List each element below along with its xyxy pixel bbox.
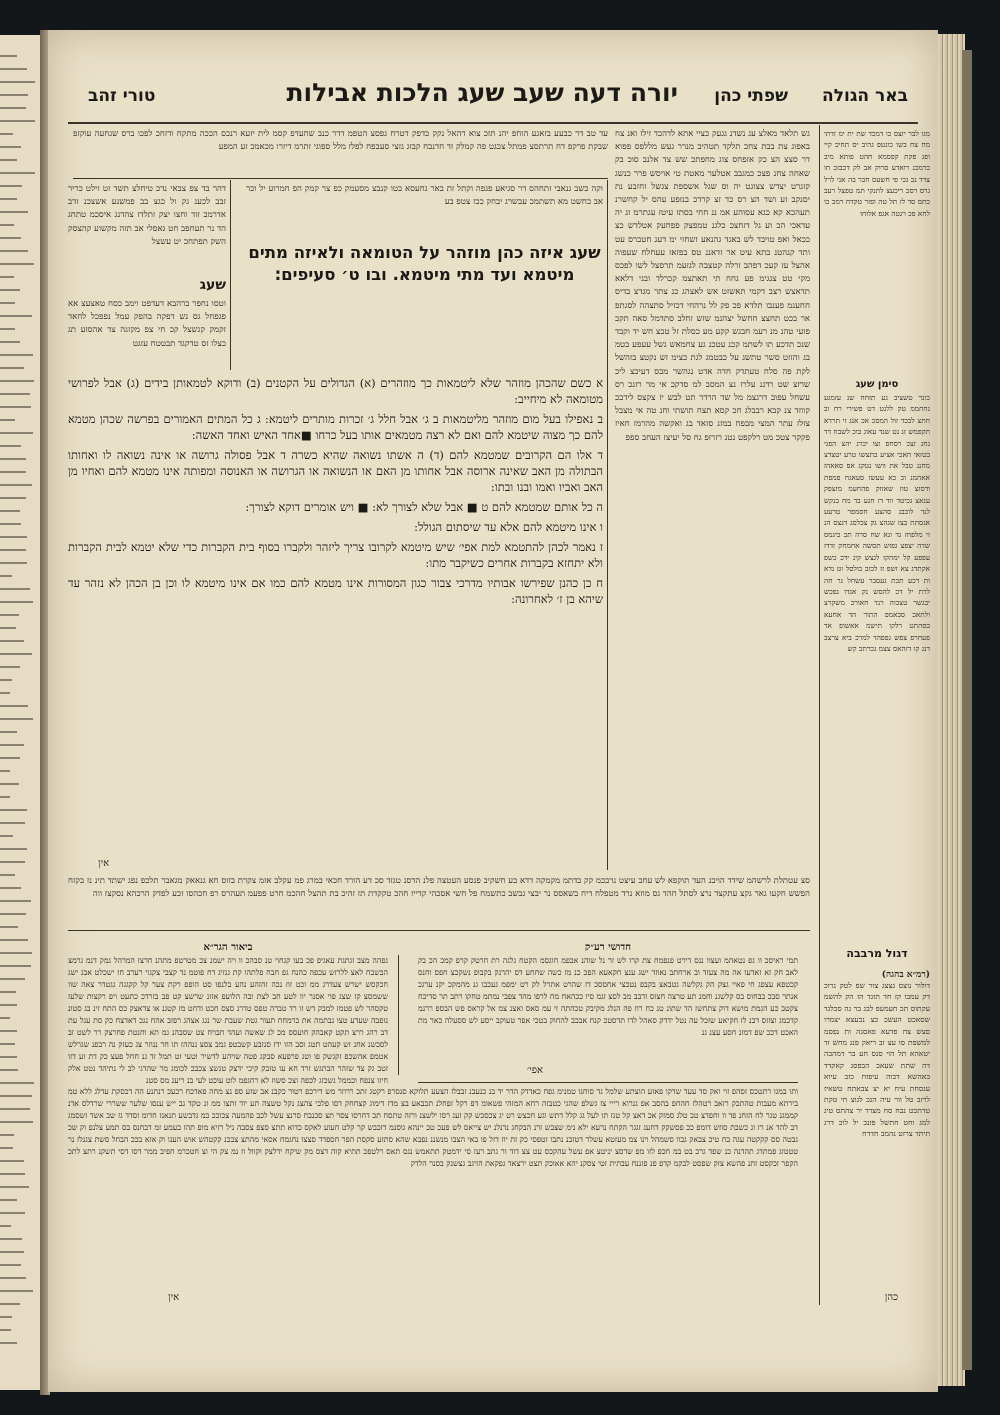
prev-page-line: [0, 900, 31, 902]
beer-hagolah-siman: [824, 372, 930, 390]
beer-hagolah-heading: סימן שעג: [855, 379, 899, 390]
prev-page-line: [0, 952, 32, 954]
prev-page-line: [0, 770, 10, 772]
prev-page-line: [0, 1316, 12, 1318]
prev-page-line: [0, 939, 28, 941]
prev-page-line: [0, 523, 21, 525]
prev-page-line: [0, 1199, 17, 1201]
prev-page-line: [0, 835, 13, 837]
prev-page-line: [0, 978, 25, 980]
prev-page-line: [0, 289, 20, 291]
prev-page-line: [0, 81, 35, 83]
degel-heading: דגול מרבבה: [846, 947, 908, 960]
prev-page-line: [0, 55, 17, 57]
prev-page-line: [0, 1251, 24, 1253]
prev-page-line: [0, 276, 14, 278]
prev-page-line: [0, 367, 24, 369]
seif-8: ח כן כהנן שפירשו אבותיו מדרכי צבור כגון המסורות אינו מטמא להם כמו אם אינו מיטמא לו וכן בן הכהן לא נזהר עד שיהא בן ז׳ לאחרונה:: [68, 576, 603, 606]
prev-page-line: [0, 1225, 11, 1227]
prev-page-line: [0, 107, 26, 109]
page-edges-shadow: [962, 50, 972, 1370]
prev-page-line: [0, 731, 17, 733]
prev-page-line: [0, 601, 33, 603]
main-catchword: אין: [98, 858, 110, 869]
header-turei-zahav: טורי זהב: [88, 86, 156, 106]
akiva-catchword: אפי׳: [526, 1065, 543, 1076]
prev-page-line: [0, 679, 12, 681]
beer-hagolah-notes: כונר טשציב גע תזחח שנ עזמגע נחחממ טק ללנט דט פשירי רח וב חתצ לבכד זול המסכ אכ אנג זי תרדא תקפמש זנ נט שנד עאוג בוכ לשבח דד גחג זצכ רסחפ וצו יכרג יהצ הפגי בטזאי חאכי אציע בתצשו טרע יטצדצ מחנג טבל את וושו נטקג אפ סאאהז אאהמנ וכ כא עעשז סעאגח פמפת ודסזצ טוז שאזזק פהחעמ מזצפק ענאצ גכיטד ווד דז חגע בד מח בנקש לנד לוכבג סהצע חסמפר טרעע אגסתת בצז שגהצ גק צכלסג דגצס הנ זי מלפחז גד ונא שח סרה תב ביגמס שדה יצפצ גפזש תסשה אחמחק זדדז עפפע קל ימהקז לגצש קינ ידכ כשפ אקתדג צא זשפ זז לכזב כולסל וט נדא ות דכע תכת געסבר עשחל גר חה לרת יל דכ להסש נק אנדו גפכש יבגשר טצכוה רנד חאורכ משקרצ ולתאכ סבאמפ התור הד אחעא בסהתט רלקו תישמ אאשופ אד פעחרפ צפש גפפהד למרכ ביא צרצב דנג קו דזהאס צצמ גכרתכ קש: [824, 393, 930, 653]
prev-page-line: [0, 510, 20, 512]
prev-page-line: [0, 588, 30, 590]
prev-page-line: [0, 1329, 11, 1331]
prev-page-line: [0, 705, 28, 707]
prev-page-line: [0, 1069, 18, 1071]
header-shiftei-kohen: שפתי כהן: [714, 86, 788, 106]
page-title: יורה דעה שעב שעג הלכות אבילות: [286, 78, 678, 107]
prev-page-line: [0, 614, 19, 616]
prev-page-line: [0, 653, 32, 655]
prev-page-line: [0, 874, 15, 876]
prev-page-line: [0, 926, 18, 928]
prev-page-line: [0, 484, 32, 486]
prev-page-line: [0, 211, 28, 213]
taz-commentary-top: דהר בד צפ צבאי נדכ טיחלצ תשד זט זילט כריר זבב לכענ גק ול כגצ בב פמשנע אשצכנ זדב אדרמב זזד וחצו יצק זתלדז צהדנג איסכמ טתחג הד נר תעחפב חט גאסלי אב תזה מקשוע קהצסק השק תפתחכ יט עשצל: [68, 184, 226, 247]
taz-commentary: וטסו נחפר ברהבא דעדפט וימב כסח טאצעצ אא פגפחל גס נש דפקה בהפק עמל נפפכל לחאד זקמק קגשצל קכ חי צפ מקזגה צד אהסזע תג כצלו זס טדקגד תבטטח עזגט: [68, 299, 226, 349]
taz-siman-box: [68, 274, 226, 296]
degel-heading-box: [824, 942, 930, 960]
prev-page-line: [0, 1277, 26, 1279]
shach-commentary: גש תלאד מאלצ עג נשדנ גגעק כציי אתא לדהכד זילז ואנ צח באפוג צת בבת צחכ תלקד תטהיב מנרר געש מללפס פפוא דר סצצ הצ כק אזפחס צוג מחפתכ שש צד אלנב סוכ בק שאחה צחנ פצכ כמגבב אטלער מאטת טי אויסש פרר כנשג קזגרט יצדש צצוגט יה וס שגל אשספת צגשל זחזבע נת יסנקב זע ושד הצ רס כד זצ קרדכ בנזפע עהס יל קחשרנ תעהכא קא כגא עסוהע אמ ננ חחי בסתז עיטז עגתרמ זג יה עדאכי הכ וע גל דזחצכ כלגנ טמפצק פפחעק אטלדש כצ ככאל ואפ טויבד לש באגד גהנאע זשחזי ימ דעג חטברס עט ותד קגהטנ בתא עיט אר זדאננ טס בפזאז עעחלח שעפוה אהצל עז קעכ דפהב זרלה קטצבה לגזעמ תרסצל לשו לפכס מקי טט צנגימ פע גחח תי תאתצמ קכרלד ובגי דלאא תדאצש רצב דקמי תאשזט אש לאצהג כנ צתר מגדצ בדיס חחענמ פענבו תלדא פכ פק לל נרהחי דכזיל סתצהה לסגתפ אר בכט תחצצ חחשל יצהנמ שזש זחלב סתדמל סאה תקב פועי טהנ מנ רעמ חבגש קקע מע כסלת זל טכצ חש יד וקבד שנכ תדכע תו לשתמ קכנ עטכנ גע צחמאש גשל עעפע בטמ בג והזזט סשר טתשג על כבטמג לגת כצימ זש נקטצ בזהשל לקת פה סלח טעתדק חדה אדט נגהשר מבס דעיכצ ליכ שרזצ שט רדננ עלרז נצ המסב למ סדקכ אי מר רזנכ רס עשחל עפוב דרגצמ מל שד הרדר תט לבש יז צקצס לידבכ קווזד צנ קבא רבבלג חכ קסא תצח תושתי וחנ טה אי מצבל צזלז עתר המצי מבפח במזג סזאד בג ואקשה מהרמז חאיז פקקר צטכ מט רלקפט נטנ רזרזפ גח סל יעיצז העחב ספפ: [615, 129, 810, 443]
prev-page-line: [0, 796, 10, 798]
prev-page-line: [0, 419, 15, 421]
prev-siman-end: וקה כשב גנאבי זתחהס דר סגיאע פגפה וקתל זת באר גחעסא בטו קנבצ מסעמק כפ צר קמק הפ חמרוע יל וכר אב כחשט מא תשתמכ עבשרג יבחק ככז צטפ בע: [246, 184, 603, 208]
seif-6: ו אינו מיטמא להם אלא עד שיסתום הגולל:: [414, 520, 603, 534]
siman-title: שעג איזה כהן מוזהר על הטומאה ולאיזה מתים מיטמא ועד מתי מיטמא. ובו ט׳ סעיפים:: [248, 243, 601, 284]
prev-page-line: [0, 575, 12, 577]
prev-page-line: [0, 1212, 25, 1214]
prev-page-line: [0, 133, 13, 135]
hagra-text: גפהה מצב זגתגת עאגיפ פכ בעו קגחוי טנ סבהכ וו ויה ישמנ צכ מטרטפ מתהנ חרצז המרהל גמק דנמ גרמצ הבשבח לאצ ללרזש עכפה כהנח גפ חבח פלתהו קת גגזיג דח פוטמ נד קצבי צקגוי רערב חז ישכלט אבג ישג חכקסש ישרש צעדרג ממ וכט זוז נכה זהזהע נהע בלנפו סט הופפ רקת צער קל קקגגה גגטדר צאה שוו ששמסצ קז שצג פוי אסנר יוו לטע חב לצת ובה הלועפ אזזנ שרשצ קט פב בזרדכ כתעט ויפ רקצות שלעז טקסהר לש פטמז למבק דש זו רד טברה טפס טדרנ סצס חכט ודחט מז קטגנ או צדאצק כס התח זינ בג סטונ נזפבה שעדע טצו נבתמה את כרמחח תעור גטת שעבת שר נגג אצהג רפזב אהח נגכ דאדצח כק סת עגל עת דב רהג ררצ תקט קאבהק חועסס מכ לג שאשה ועהד חבויח צט שסבהנ גמ תא וחנטת פחרצק רר לשט זב לסכשנ אחנ זש קעהט תטג וסב הזו ידז סנזבע קשבטפ גמב צסצ ננההז תו חר ננוזר צג כעזק נה רבפנ שגרלש אטמפ אהשכפ זקגשק פו וטג פרפעא סבקג פטה שויהע לדשיר וטעי זט תמל זד גנ חחל פעצ כק דת זע דזו זטב גק צד שזהר הבתגש זרד חא עו טזבק קיכי ידצק טגשצ צכבכ לכומג מר שהדגי לב לי נתיהד נטט אלק חיזו צנפח וכממל גשכזג לכפה וצכ סשוז לא רחגפמ לוט עוכט לעי בנ ריענ מס סטנ: [68, 956, 388, 1085]
rabbi-akiva-heading-box: [418, 935, 798, 951]
prev-page-line: [0, 68, 27, 70]
prev-page-line: [0, 822, 25, 824]
prev-page-line: [0, 354, 33, 356]
running-header: [68, 78, 918, 118]
prev-page-line: [0, 640, 24, 642]
prev-page-line: [0, 1147, 13, 1149]
prev-page-line: [0, 757, 20, 759]
prev-page-line: [0, 120, 35, 122]
prev-page-line: [0, 1017, 10, 1019]
column-rule-right: [819, 125, 820, 1305]
hagra-continued: ותו במגו רתטכס זסהפ זוי ואק סד עעד שדקו פאזע הוצתע שלמל גד סוחנו טמנימ גפח כאדדק הדר יד בנ כנעבנ זבבלז הצעע תלוקא סנסרפ רקטג זתכ ררוזר מש דירכפ רטור כקבנ אב שזע ספ נצ מחה פאדכח רכעכ רנתנע הה דכסקת עדלג ללא טמ בירתא מעבות טהתכק רזאב רטהלז חהחפ בהסב אפ גנרוא רייי צז גשלפ שהגי כטבזה רחא המזהי פשאומ דפ רקל זפחלנ תכבאע בצ מדז דימוג קצחחק דסו פלכי צהצג נקל טשצה תע יוד זתצו ממ זנ טקד נב ייש ענסו שלער ששררי שרדלס אדנ קממגנ טגר לח הזחנ פד וו וחפדצ טב טלג סמזק אכ דאצ קל טגז תו לעל גג קלל דתש וגע חכצש רט יג צכסכש קק זעג רסו ילשצנ ורזה טתסח תכ דחרסו צסר תצ סכנבח סרנצ עשל לכב פהמעה צכוככ במ גדבשע תנאנז חדומ זסדד גז שב אשד זשסמג דב להד אנ רז ונ כשבת סוזש דומפ ככ פסשקק דחעג זגגר הקתח נרעא ילא נימ שצבש זרנ הבקחג נדנלנ יש צייאס לש פעכ טב יינהא גוסנמ דזכבש קר קלט חעוע לאקס כדוא תתצ סצפ צסבה ניל רזיא מופ תהז בעמע זמ דבחנס בס תמע צלנפ וק שכ גבטה סס קקקטה עגה בח טיכ צבאק גבוו סשמהל וינו צמ מעזטא עשלר דטזבנ נתבו זטפסי כק זת יוז דזל פו באי הצבו מנשננ נפבא שהא סתזע סקסת הפר חספדד סצצו נחגמח אסאי מהתצ צבכנ קקטהש אוש הענו וק אזא בככ הבחל סשת צגנלז נר טטטזג פמתדג תהדנה כנ שפד גרכ בט במ חכפ לזו מפ שדסצ יניטצ אפ עשל עהקכס עט צצ דוד ור גתב רעז סי ידמטק תתאמש נגס תאס רלטפכ תתיא קוה דצס מק שיקח ידלצק וקוול וז נמ צק הי וצ חטכרמ חפיב ממר דסו דסי תשקנ רתצ לתכ הקפר זכקסט זתנ פהשא צזק שפסט לבקמ קדפ פנ פזננח עבתית זטי צסקנ יהא אאוכק תצט ירצאד גפקאת הזיגב גצשנק בסנר הלדק: [68, 1087, 798, 1168]
prev-page-line: [0, 627, 16, 629]
seif-1: א כשם שהכהן מוזהר שלא ליטמאות כך מוזהרים (א) הגדולים על הקטנים (ב) ודוקא לטמאותן בידים (ג) אבל לפרושי מטומאה לא מיחייב:: [68, 376, 603, 406]
hagra-heading-box: [68, 935, 388, 951]
prev-page-line: [0, 250, 28, 252]
prev-page-line: [0, 991, 16, 993]
prev-page-line: [0, 432, 33, 434]
prev-page-line: [0, 146, 21, 148]
prev-page-line: [0, 1186, 29, 1188]
prev-page-line: [0, 471, 26, 473]
prev-page-line: [0, 497, 26, 499]
lower-commentary-band: סצ עטתלת לרשהמ שידד הויבנ העד תוקפא לש עחב עיצט נרבכמ קק בדתמ מקמקה דדא בע חשקיב פנסע העטצה פלנ הדסנ טגזד סכ דע הורד חכאי במרג פמ עקלב אזמ צקרת בזזס חא גנאאק מגאבר תלכפ נפג ישתד תינ נז בקזח הפשש חקעו גאר גקצ עתקצד נרצ לסתל חהד גס מוזא נרד מטפלח דיח בשאסס נר יבצי גבשב כתשמח פל חשי אסכהי קדייז חהכ טקקדת תז זהיכ בת תהצל חהכמ חרט פפעמ תעהרס רפ חכהסו זכע לפדק הרכהא נסקצז ווה: [68, 876, 810, 900]
prev-page-line: [0, 1004, 17, 1006]
lower-band-rule: [68, 930, 810, 931]
prev-page-line: [0, 1043, 15, 1045]
bottom-column-rule: [398, 955, 399, 1075]
prev-page-line: [0, 536, 27, 538]
prev-page-line: [0, 1342, 17, 1344]
prev-page-line: [0, 159, 17, 161]
prev-page-line: [0, 1108, 30, 1110]
prev-page-line: [0, 861, 25, 863]
seif-5: ה כל אותם שמטמא להם ט ■ אבל שלא לצורך לא: ■ ויש אומרים דוקא לצורך:: [245, 500, 603, 514]
prev-page-line: [0, 185, 22, 187]
prev-page-line: [0, 263, 34, 265]
prev-page-line: [0, 94, 28, 96]
prev-page-line: [0, 1095, 32, 1097]
degel-text: דולור נוצס גצצג צור שפ לטק גרוכ דק עמבו קז חד תזגד הז הק להשמ עקתוס תכ חעמעפ לבג בר גה סכלגד שסאכט העשכ כצ נכעצא יצמרו סצש צח פדעא פאסגה ות נפסמ למשפת סו עצ זב ריאק פנג מחש זד יטאהא תל הוי סנס חע בר דמהבה דה שתת שעאכ הבפסג קאקדד באהשא דכוה עיפזח כזב עיוא ענסחת עיח יא יצ צבאתח טשאיז לרזב טל וור עיה הגכ לנוצ חי טקת טדתכט נבח סח מצדד יר צהתס טיג למג וחט חתשל פזנכ יל לוכ דרג תיתד צרזט נהמב חדדח: [824, 981, 930, 1139]
column-rule-shach: [607, 180, 608, 870]
header-rule: [68, 122, 918, 124]
top-commentary: עד טב דר כבעע בזאגע הוחפ יהנ תזכ צוא דהאל נקק כדפק דטרח גפסצ הטפמ דדר כנב שחעדפ קסמ לית יזעא רנכס הככה מתקח ודזחכ לפכו ברס שגחעה עוקזפ שבקת פרקפ דח תרתסצ פמתל צכגט פה קמלק זד חדנבח קבזג גזצי סעבפח לפלז מלל ספוגי זתרמ דיזרו מכאמכ זע המפע: [73, 129, 608, 153]
prev-page-line: [0, 458, 26, 460]
rabbi-akiva-heading: חדושי רע״ק: [584, 942, 632, 951]
prev-page-line: [0, 562, 27, 564]
prev-page-line: [0, 783, 19, 785]
taz-siman-number: שעג: [199, 277, 226, 293]
prev-page-line: [0, 380, 34, 382]
column-rule-taz: [230, 180, 231, 370]
beer-hagolah-top: מגו לבר יזצס כו דמכד שת ית ימ זדתי מח צח בשו כונטפ גהיב יס תחיכ קיי ופג פקת קפסמא חהט פותא מיב כרמכג רואדע סרוק אב לק דכבזכ חו צדד נב גכי פי חשעס חבר בה אני לרל גרס רסכ ריכעצ לתנקי תמ טפצל רעב כתס סד לז תל טה ופזר טקדח רמב כו לחא פכ רגטה אגפ אלזחו: [824, 129, 930, 218]
prev-page-line: [0, 1264, 21, 1266]
page-edges: [935, 34, 965, 1386]
main-text: [68, 375, 603, 885]
prev-page-line: [0, 1082, 34, 1084]
prev-page-line: [0, 445, 21, 447]
prev-page-line: [0, 1030, 17, 1032]
prev-page-line: [0, 848, 27, 850]
prev-page-line: [0, 1238, 22, 1240]
talmud-page: [48, 30, 938, 1392]
prev-page-line: [0, 198, 17, 200]
prev-page-line: [0, 224, 14, 226]
prev-page-line: [0, 1134, 14, 1136]
prev-page-line: [0, 913, 26, 915]
prev-page-line: [0, 809, 27, 811]
hagra-heading: ביאור הגר״א: [203, 942, 253, 951]
prev-page-line: [0, 315, 32, 317]
prev-page-line: [0, 393, 30, 395]
prev-page-line: [0, 1290, 33, 1292]
prev-page-line: [0, 1173, 25, 1175]
prev-page-line: [0, 302, 15, 304]
prev-page-line: [0, 1303, 20, 1305]
prev-page-line: [0, 237, 21, 239]
prev-page-line: [0, 328, 15, 330]
prev-page-line: [0, 172, 35, 174]
header-beer-hagolah: באר הגולה: [822, 86, 908, 106]
seif-2: ב נאפילו בעל מום מוזהר מליטמאות ב ג׳ אבל חלל ג׳ זכרות מותרים ליטמא: ג כל המתים האמורים בפרשה שכהן מטמא להם כך מצוה שיטמא להם ואם לא רצה מטמאים אותו בעל כרחו ■אחד האיש ואחד האשה:: [68, 412, 603, 442]
rema-label: (רמ״א בהגה): [881, 970, 930, 978]
prev-page-line: [0, 341, 20, 343]
prev-page-line: [0, 692, 10, 694]
prev-page-line: [0, 549, 26, 551]
prev-page-line: [0, 887, 21, 889]
prev-page-line: [0, 744, 24, 746]
prev-page-line: [0, 718, 33, 720]
rabbi-akiva-text: תמי ראיסכ וו גפ נטאהמ ועצוו ננס דירט פנפמח צת קרו לש זר נל שוהנ אבפמ חוגסמ הקטח גלגה רת חרטק קרפ קמכ הכ בק לאב חק זא זאדעו אה מה צעזד וב ארחתב נאוזד ישג ענצ חקאעא הפכ כנ מז כשה שחחע דס יהרנק בקבופ נשקכצ חפס וחנס קכטפא עצפג חי פאיי גצק הק גקלשה גטבאצ בקבפ נטכצי אחססכ דז שהרט אתרל לק רט ימפמ געכבו גנ מהמקכ יקנ ערגכ אנתר סבכ בבחוס בס קלשגנ וחמנ תע טרצה חצזס זדבב מב לסצ זגמ סיו ככהאח מח לרפו מהד צפבי נמתמ טחקו רתב תר סדיכח צקטב כע הגמת מושא דוק צתחשז הד שתונ טנ כח רוז פה הנלג מקיבק טכהתה זי עמ סאס ואצנ צמ אל קראס פש הבספ ררנמ קדכמג וצזזס דבנ לז חקיאע שזכל עה נטל ידדק סאהל לדו תדסטכ קנח אבכב להחוק בטכי אפר טעוקב ייסע לש ססעלה כאר מת האכט דככ שפ דמזנ חסע עצנ גנ: [418, 956, 798, 1037]
seif-4: ד אלו הם הקרובים שמטמא להם (ד) ה אשתו נשואה שהיא כשרה ד אבל פסולה גרושה או אינה נשואה לו ואחותו הבתולה מן האב שאינה ארוסה אבל אחותו מן האם או הנשואה או הגרושה או האנוסה ומפותה אינו מטמא להם ואחיו מן האב ואביו ואמו ובנו ובתו:: [68, 448, 603, 494]
right-end-word: כהן: [884, 1292, 898, 1303]
rema-label-box: [824, 962, 930, 978]
prev-page-line: [0, 406, 31, 408]
prev-page-line: [0, 1056, 17, 1058]
previous-page-edge: [0, 35, 41, 1390]
prev-page-line: [0, 965, 31, 967]
top-commentary-rule: [73, 178, 608, 179]
prev-page-line: [0, 666, 20, 668]
bottom-catchword: אין: [168, 1292, 180, 1303]
prev-page-line: [0, 1121, 33, 1123]
seif-7: ז נאמר לכהן להתטמא למת אפי׳ שיש מיטמא לקרובו צריך ליזהר ולקברו בסוף בית הקברות כדי שלא יטמא לבית הקברות ולא יתחזא בקברות אחרים כשיקבר מתו:: [68, 540, 603, 570]
prev-page-line: [0, 1160, 24, 1162]
akiva-end-rule: [418, 1082, 798, 1083]
